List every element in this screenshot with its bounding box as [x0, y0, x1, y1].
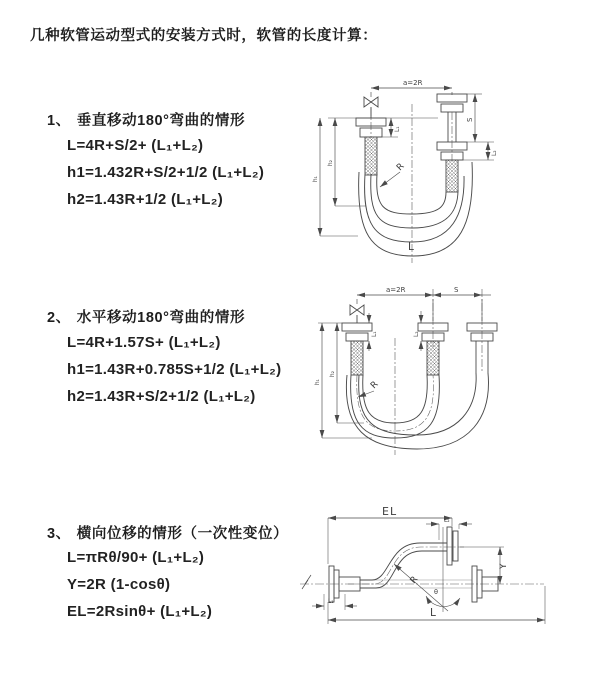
angle-construction	[394, 527, 460, 612]
label-l2: L₂	[492, 150, 498, 156]
label-s: S	[466, 117, 474, 122]
section-2-heading-text: 水平移动180°弯曲的情形	[76, 310, 246, 326]
diagram-lateral-displacement	[298, 502, 600, 670]
radius-leader	[358, 391, 374, 397]
middle-hose-braid	[427, 341, 439, 375]
label-r: R	[395, 161, 407, 174]
section-2-number: 2、	[47, 310, 71, 326]
section-2-formula-h1: h1=1.43R+0.785S+1/2 (L₁+L₂)	[67, 361, 282, 378]
section-3-formula-Y: Y=2R (1-cosθ)	[67, 576, 171, 593]
hose-s-curve	[360, 543, 447, 588]
section-2-formula-L: L=4R+1.57S+ (L₁+L₂)	[67, 334, 221, 351]
label-l1: L₁	[328, 599, 334, 605]
valve-icon	[364, 97, 378, 118]
section-2-heading	[47, 306, 245, 327]
section-1-formula-h2: h2=1.43R+1/2 (L₁+L₂)	[67, 191, 224, 208]
label-theta: θ	[434, 588, 438, 596]
dimension-l1	[312, 594, 357, 610]
label-y: Y	[499, 563, 509, 569]
section-1-heading-text: 垂直移动180°弯曲的情形	[76, 113, 246, 129]
right-upper-flange	[447, 527, 458, 565]
left-hose-braid	[351, 341, 363, 375]
label-l2: L₂	[444, 518, 450, 524]
dimension-a2r	[357, 295, 482, 321]
dimension-l2	[459, 142, 494, 160]
right-hose-braid	[446, 160, 458, 192]
section-2-formula-h2: h2=1.43R+S/2+1/2 (L₁+L₂)	[67, 388, 256, 405]
page-title: 几种软管运动型式的安装方式时，软管的长度计算：	[30, 28, 378, 44]
dimension-h2	[335, 118, 366, 206]
right-upper-flange	[437, 94, 467, 112]
label-a2r: a=2R	[386, 286, 406, 294]
label-h1: h₁	[313, 176, 319, 182]
valve-icon	[350, 305, 364, 323]
section-3-heading-text: 横向位移的情形（一次性变位）	[76, 526, 289, 542]
dimension-el	[328, 518, 452, 564]
dimension-h1	[320, 118, 358, 236]
diagram-1-labels	[313, 79, 498, 253]
label-r: R	[408, 574, 421, 586]
section-1-formula-L: L=4R+S/2+ (L₁+L₂)	[67, 137, 204, 154]
break-mark	[302, 575, 311, 589]
centerlines	[371, 104, 452, 263]
label-a2r: a=2R	[403, 79, 423, 87]
label-h2: h₂	[328, 160, 334, 166]
section-3-formula-EL: EL=2Rsinθ+ (L₁+L₂)	[67, 603, 213, 620]
dimension-a2r	[371, 88, 452, 97]
label-h2: h₂	[330, 371, 336, 377]
radius-leader	[380, 172, 400, 187]
section-3-formula-L: L=πRθ/90+ (L₁+L₂)	[67, 549, 205, 566]
label-s: S	[454, 286, 459, 294]
label-el: EL	[382, 505, 398, 518]
left-flange	[342, 323, 372, 341]
section-1-formula-h1: h1=1.432R+S/2+1/2 (L₁+L₂)	[67, 164, 265, 181]
label-r: R	[369, 379, 381, 392]
section-1-number: 1、	[47, 113, 71, 129]
label-l2: L₂	[414, 331, 420, 337]
label-l1: L₁	[395, 126, 401, 132]
diagram-3-labels	[328, 505, 509, 619]
diagram-vertical-180-bend	[312, 66, 594, 266]
section-3-heading	[47, 522, 288, 543]
label-l1: L₁	[372, 331, 378, 337]
left-hose-braid	[365, 137, 377, 175]
label-l: L	[408, 241, 414, 253]
label-h1: h₁	[315, 379, 321, 385]
dimension-l2	[426, 524, 472, 540]
diagram-horizontal-180-bend	[312, 283, 598, 475]
section-1-heading	[47, 109, 245, 130]
section-3-number: 3、	[47, 526, 71, 542]
label-l: L	[430, 607, 436, 619]
